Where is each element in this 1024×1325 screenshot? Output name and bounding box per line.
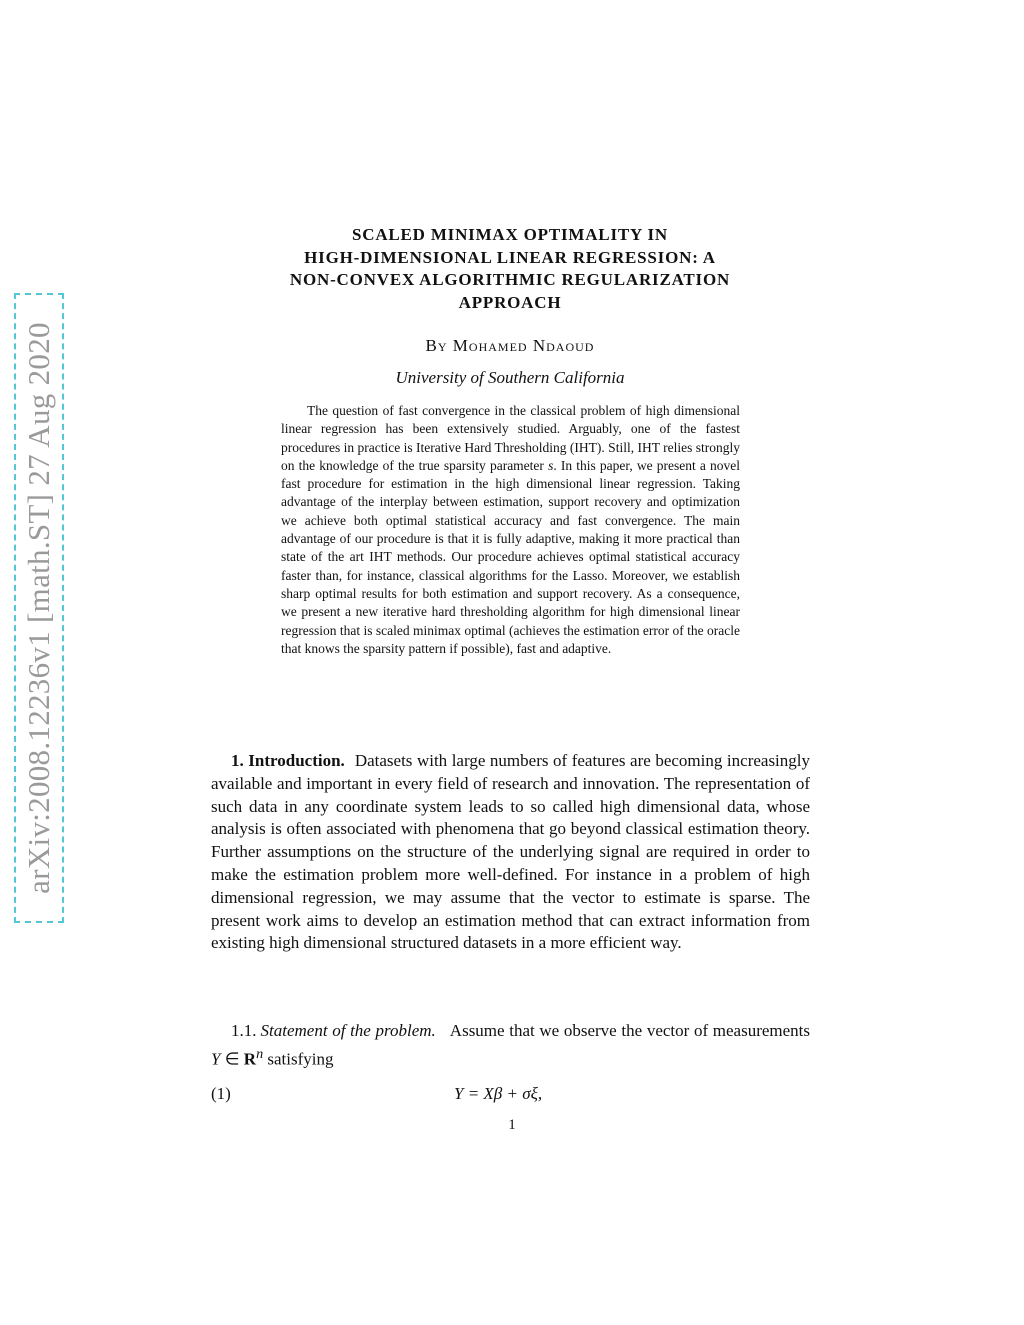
section-heading: 1. Introduction. xyxy=(231,751,345,770)
math-exponent-n: n xyxy=(256,1045,264,1062)
statement-text-continued: satisfying xyxy=(263,1049,334,1069)
abstract-text: The question of fast convergence in the classical problem of high dimensional linear regression has been extensively studied. Arguably, one of the fastest procedures in practice is Iterative Hard Thresholding (IHT). Still, IHT relies strongly on the knowledge of the true sparsity parameter xyxy=(281,403,740,473)
title-line: SCALED MINIMAX OPTIMALITY IN xyxy=(352,225,668,244)
introduction-section xyxy=(211,750,810,955)
statement-text: Assume that we observe the vector of measurements xyxy=(449,1021,811,1040)
sparsity-symbol: s xyxy=(548,457,554,473)
title-line: HIGH-DIMENSIONAL LINEAR REGRESSION: A xyxy=(304,247,716,267)
problem-statement-subsection xyxy=(211,1020,810,1071)
abstract-text-continued: . In this paper, we present a novel fast procedure for estimation in the high dimensional linear regression. Taking advantage of the interplay between estimation, support recovery and optimization we achieve both optimal statistical accuracy and fast convergence. The main advantage of our procedure is that it is fully adaptive, making it more practical than state of the art IHT methods. Our procedure achieves optimal statistical accuracy faster than, for instance, classical algorithms for the Lasso. Moreover, we establish sharp optimal results for both estimation and support recovery. As a consequence, we present a new iterative hard thresholding algorithm for high dimensional linear regression that is scaled minimax optimal (achieves the estimation error of the oracle that knows the sparsity pattern if possible), fast and adaptive. xyxy=(281,457,740,656)
title-line: NON-CONVEX ALGORITHMIC REGULARIZATION xyxy=(289,270,731,289)
paper-title xyxy=(230,224,790,314)
arxiv-identifier-stamp xyxy=(14,293,64,923)
author-affiliation: University of Southern California xyxy=(395,368,625,387)
math-in-symbol: ∈ xyxy=(220,1049,244,1069)
equation-number: (1) xyxy=(211,1084,231,1103)
title-line: APPROACH xyxy=(458,292,562,312)
math-symbol-y: Y xyxy=(211,1049,221,1069)
author-name: By Mohamed Ndaoud xyxy=(425,336,595,355)
subsection-title: Statement of the problem. xyxy=(260,1021,436,1040)
math-symbol-reals: R xyxy=(243,1049,257,1069)
abstract xyxy=(281,402,740,658)
page-number: 1 xyxy=(508,1117,516,1133)
arxiv-identifier-text: arXiv:2008.12236v1 [math.ST] 27 Aug 2020 xyxy=(21,322,56,894)
subsection-number: 1.1. xyxy=(231,1021,257,1040)
introduction-text: Datasets with large numbers of features are becoming increasingly available and important in every field of research and innovation. The representation of such data in any coordinate system leads to so called high dimensional data, whose analysis is often associated with phenomena that go beyond classical estimation theory. Further assumptions on the structure of the underlying signal are required in order to make the estimation problem more well-defined. For instance in a problem of high dimensional regression, we may assume that the vector to estimate is sparse. The present work aims to develop an estimation method that can extract information from existing high dimensional structured datasets in a more efficient way. xyxy=(211,751,811,953)
equation-formula: Y = Xβ + σξ, xyxy=(454,1084,543,1103)
